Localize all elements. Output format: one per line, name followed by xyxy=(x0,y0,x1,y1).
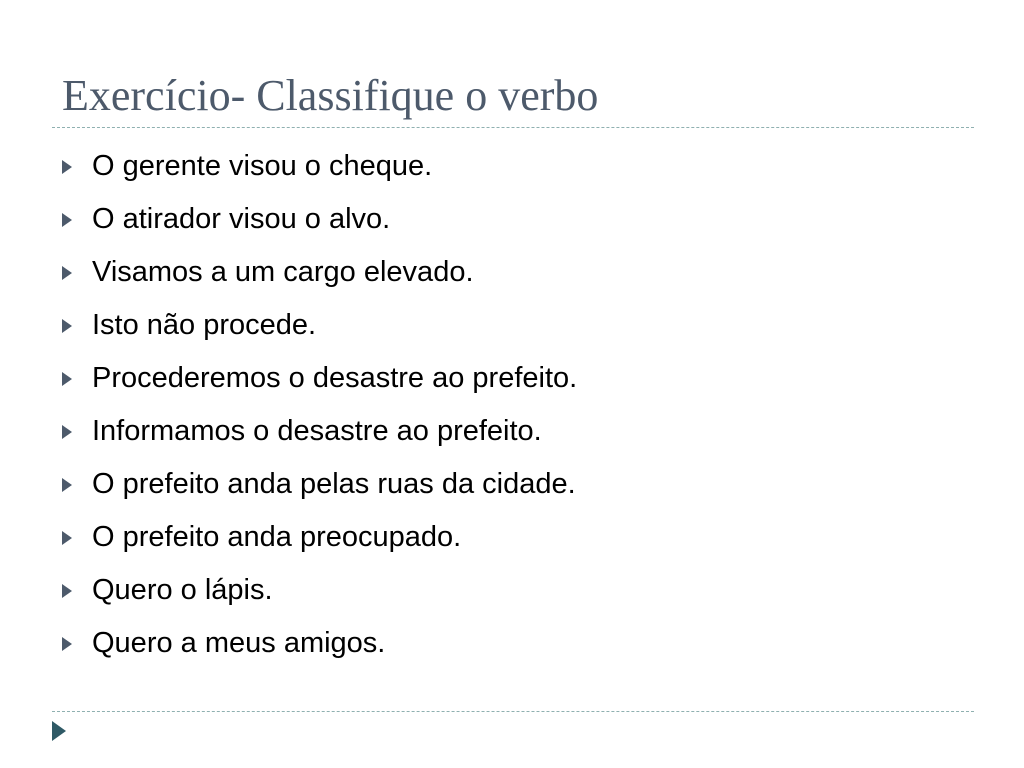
bullet-item xyxy=(62,246,577,299)
bullet-text: Quero o lápis. xyxy=(92,574,273,606)
footer-divider xyxy=(52,711,974,712)
bullet-item xyxy=(62,617,577,670)
bullet-item xyxy=(62,299,577,352)
bullet-text: O prefeito anda preocupado. xyxy=(92,521,462,553)
triangle-right-icon xyxy=(62,352,92,405)
triangle-right-icon xyxy=(62,405,92,458)
bullet-text: O atirador visou o alvo. xyxy=(92,203,391,235)
bullet-list xyxy=(62,140,577,670)
bullet-text: Quero a meus amigos. xyxy=(92,627,386,659)
slide-title: Exercício- Classifique o verbo xyxy=(62,71,599,120)
bullet-item xyxy=(62,511,577,564)
bullet-item xyxy=(62,140,577,193)
bullet-item xyxy=(62,458,577,511)
triangle-right-icon xyxy=(62,458,92,511)
bullet-text: Isto não procede. xyxy=(92,309,317,341)
triangle-right-icon xyxy=(62,564,92,617)
bullet-text: Procederemos o desastre ao prefeito. xyxy=(92,362,578,394)
triangle-right-icon xyxy=(62,617,92,670)
bullet-item xyxy=(62,193,577,246)
bullet-text: O gerente visou o cheque. xyxy=(92,150,433,182)
triangle-right-icon xyxy=(62,299,92,352)
triangle-right-icon xyxy=(62,246,92,299)
bullet-item xyxy=(62,405,577,458)
bullet-item xyxy=(62,564,577,617)
triangle-right-icon xyxy=(62,511,92,564)
triangle-right-icon xyxy=(62,193,92,246)
bullet-text: O prefeito anda pelas ruas da cidade. xyxy=(92,468,576,500)
next-slide-arrow-icon[interactable] xyxy=(52,721,66,741)
bullet-text: Visamos a um cargo elevado. xyxy=(92,256,474,288)
bullet-item xyxy=(62,352,577,405)
bullet-text: Informamos o desastre ao prefeito. xyxy=(92,415,542,447)
title-divider xyxy=(52,127,974,128)
triangle-right-icon xyxy=(62,140,92,193)
